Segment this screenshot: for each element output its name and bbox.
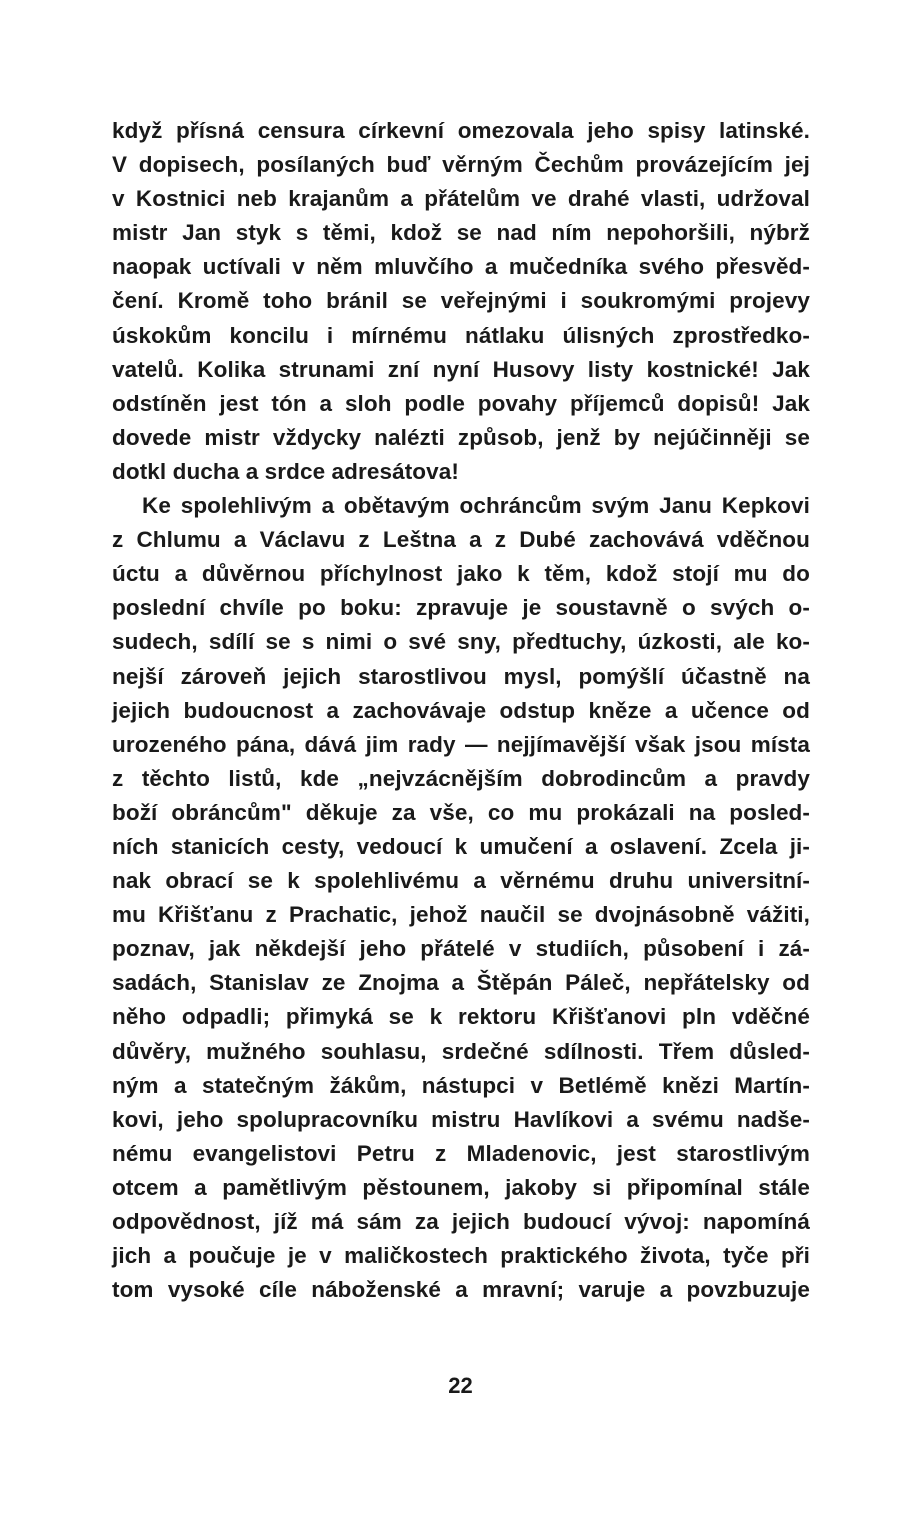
- text-line: odstíněn jest tón a sloh podle povahy příjemců dopisů! Jak: [112, 390, 810, 416]
- text-line: něho odpadli; přimyká se k rektoru Křišťanovi pln vděčné: [112, 1004, 810, 1030]
- paragraph-2: [112, 489, 810, 1307]
- text-line: vatelů. Kolika strunami zní nyní Husovy listy kostnické! Jak: [112, 356, 810, 382]
- text-line: nak obrací se k spolehlivému a věrnému druhu universitní-: [112, 868, 810, 894]
- text-line: úctu a důvěrnou příchylnost jako k těm, kdož stojí mu do: [112, 561, 810, 587]
- text-line: poznav, jak někdejší jeho přátelé v studiích, působení i zá-: [112, 936, 810, 962]
- page-number: 22: [448, 1373, 473, 1398]
- body-text: [112, 114, 810, 1307]
- text-line: ních stanicích cesty, vedoucí k umučení a oslavení. Zcela ji-: [112, 833, 810, 859]
- text-line: sadách, Stanislav ze Znojma a Štěpán Páleč, nepřátelsky od: [112, 970, 810, 996]
- text-line: mu Křišťanu z Prachatic, jehož naučil se dvojnásobně vážiti,: [112, 902, 810, 928]
- text-line: poslední chvíle po boku: zpravuje je soustavně o svých o-: [112, 595, 810, 621]
- text-line: V dopisech, posílaných buď věrným Čechům provázejícím jej: [112, 152, 810, 178]
- text-line: v Kostnici neb krajanům a přátelům ve drahé vlasti, udržoval: [112, 186, 810, 212]
- text-line: boží obráncům" děkuje za vše, co mu prokázali na posled-: [112, 799, 810, 825]
- text-line: čení. Kromě toho bránil se veřejnými i soukromými projevy: [112, 288, 810, 314]
- text-line: tom vysoké cíle náboženské a mravní; varuje a povzbuzuje: [112, 1277, 810, 1303]
- text-line: dovede mistr vždycky nalézti způsob, jenž by nejúčinněji se: [112, 424, 810, 450]
- text-line: z těchto listů, kde „nejvzácnějším dobrodincům a pravdy: [112, 765, 810, 791]
- text-line: kovi, jeho spolupracovníku mistru Havlíkovi a svému nadše-: [112, 1106, 810, 1132]
- text-line: důvěry, mužného souhlasu, srdečné sdílnosti. Třem důsled-: [112, 1038, 810, 1064]
- text-line: mistr Jan styk s těmi, kdož se nad ním nepohoršili, nýbrž: [112, 220, 810, 246]
- text-line: nému evangelistovi Petru z Mladenovic, jest starostlivým: [112, 1140, 810, 1166]
- text-line: sudech, sdílí se s nimi o své sny, předtuchy, úzkosti, ale ko-: [112, 629, 810, 655]
- text-line: jejich budoucnost a zachovávaje odstup kněze a učence od: [112, 697, 810, 723]
- paragraph-1: [112, 114, 810, 489]
- text-line: z Chlumu a Václavu z Leštna a z Dubé zachovává vděčnou: [112, 527, 810, 553]
- text-line: když přísná censura církevní omezovala jeho spisy latinské.: [112, 118, 810, 143]
- text-line: dotkl ducha a srdce adresátova!: [112, 458, 459, 484]
- text-line: Ke spolehlivým a obětavým ochráncům svým Janu Kepkovi: [142, 493, 810, 519]
- text-line: jich a poučuje je v maličkostech praktického života, tyče při: [112, 1243, 810, 1269]
- text-line: naopak uctívali v něm mluvčího a mučedníka svého přesvěd-: [112, 254, 810, 280]
- text-line: nejší zároveň jejich starostlivou mysl, pomýšlí účastně na: [112, 663, 810, 689]
- text-line: odpovědnost, jíž má sám za jejich budoucí vývoj: napomíná: [112, 1209, 810, 1234]
- text-line: urozeného pána, dává jim rady — nejjímavější však jsou místa: [112, 731, 810, 757]
- text-line: otcem a pamětlivým pěstounem, jakoby si připomínal stále: [112, 1174, 810, 1200]
- text-line: úskokům koncilu i mírnému nátlaku úlisných zprostředko-: [112, 322, 810, 348]
- text-line: ným a statečným žákům, nástupci v Betlémě knězi Martín-: [112, 1072, 810, 1098]
